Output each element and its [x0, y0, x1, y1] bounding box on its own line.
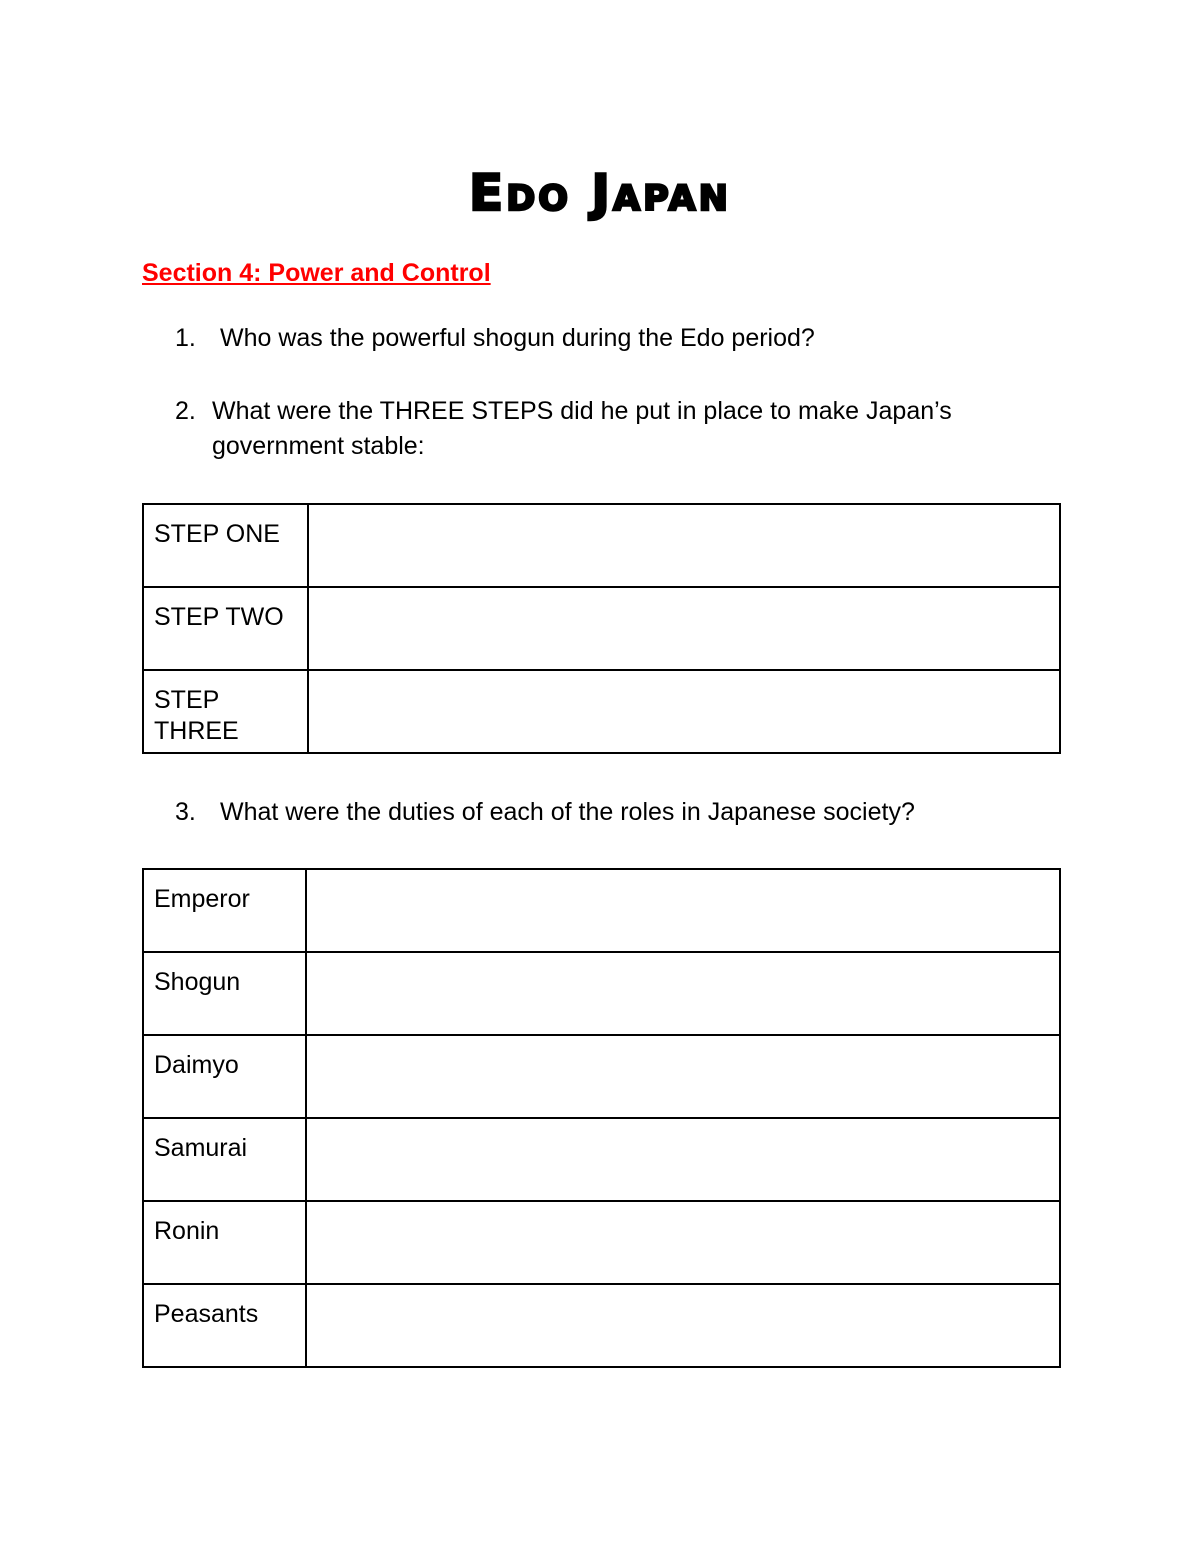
ronin-answer-cell[interactable] — [306, 1201, 1060, 1284]
question-number: 3. — [175, 798, 196, 826]
table-row — [143, 504, 1060, 587]
table-row — [143, 587, 1060, 670]
page-title: Edo Japan — [469, 164, 731, 222]
table-row — [143, 1284, 1060, 1367]
daimyo-answer-cell[interactable] — [306, 1035, 1060, 1118]
question-3 — [175, 795, 1075, 830]
roles-table — [142, 868, 1061, 1368]
question-text: What were the duties of each of the roles in Japanese society? — [220, 798, 915, 826]
role-label-shogun: Shogun — [143, 952, 306, 1035]
role-label-ronin: Ronin — [143, 1201, 306, 1284]
step-two-label: STEP TWO — [143, 587, 308, 670]
table-row — [143, 670, 1060, 753]
table-row — [143, 1035, 1060, 1118]
shogun-answer-cell[interactable] — [306, 952, 1060, 1035]
step-three-label: STEP THREE — [143, 670, 308, 753]
question-2 — [175, 394, 1075, 464]
question-1 — [175, 321, 1075, 356]
question-number: 1. — [175, 324, 196, 352]
emperor-answer-cell[interactable] — [306, 869, 1060, 952]
table-row — [143, 952, 1060, 1035]
step-one-answer-cell[interactable] — [308, 504, 1060, 587]
question-number: 2. — [175, 397, 196, 425]
step-two-answer-cell[interactable] — [308, 587, 1060, 670]
step-three-answer-cell[interactable] — [308, 670, 1060, 753]
role-label-peasants: Peasants — [143, 1284, 306, 1367]
table-row — [143, 869, 1060, 952]
section-heading: Section 4: Power and Control — [142, 259, 491, 287]
role-label-emperor: Emperor — [143, 869, 306, 952]
table-row — [143, 1118, 1060, 1201]
role-label-samurai: Samurai — [143, 1118, 306, 1201]
steps-table — [142, 503, 1061, 754]
question-text: Who was the powerful shogun during the Edo period? — [220, 324, 815, 352]
step-one-label: STEP ONE — [143, 504, 308, 587]
table-row — [143, 1201, 1060, 1284]
samurai-answer-cell[interactable] — [306, 1118, 1060, 1201]
role-label-daimyo: Daimyo — [143, 1035, 306, 1118]
peasants-answer-cell[interactable] — [306, 1284, 1060, 1367]
question-text: What were the THREE STEPS did he put in place to make Japan’s government stable: — [212, 397, 952, 460]
